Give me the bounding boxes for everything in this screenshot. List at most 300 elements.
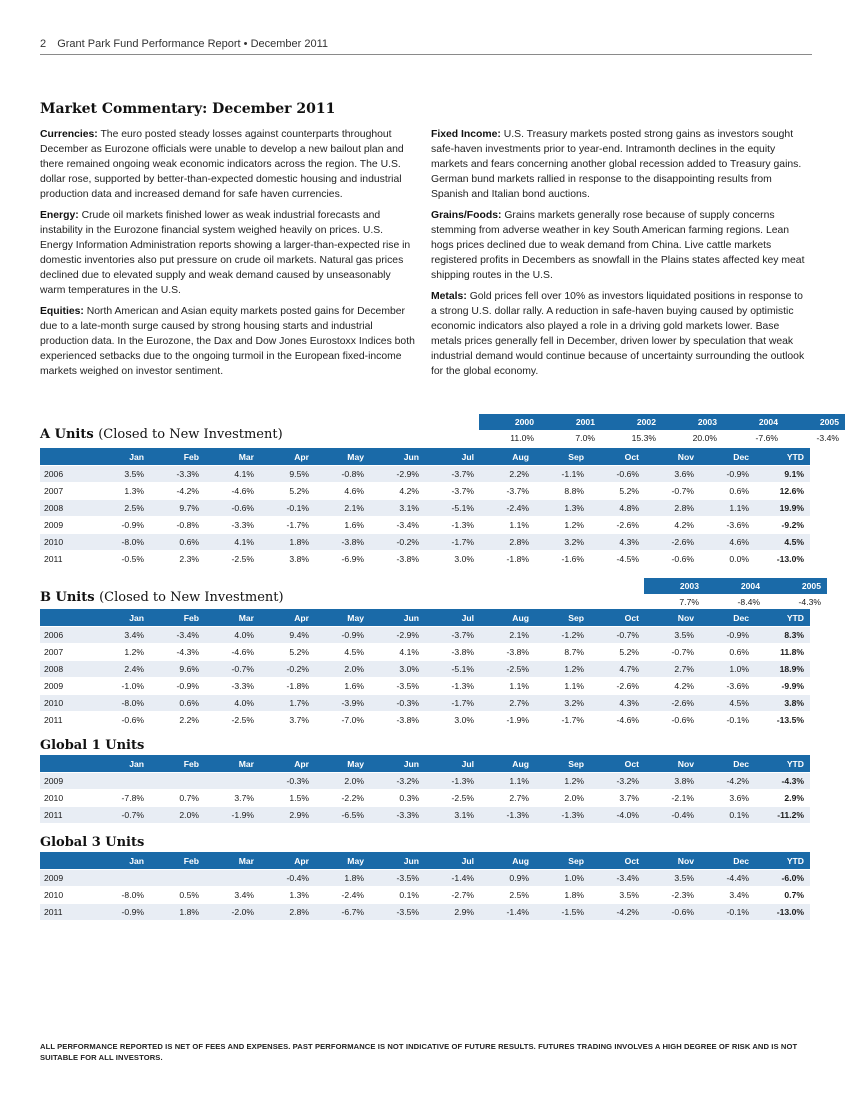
month-return-cell: 3.5% <box>645 870 700 887</box>
annual-year-header: 2005 <box>784 414 845 430</box>
month-return-cell: -3.2% <box>590 773 645 790</box>
paragraph-text: North American and Asian equity markets posted gains for December due to a late-month surge caused by strong housing starts and industrial production data. In the Eurozone, the Dax and Dow Jones Eurostoxx Indices both experienced setbacks due to the ongoing turmoil in the European fixed-income markets weighed on investor sentiment. <box>40 306 415 377</box>
month-return-cell: -1.8% <box>480 551 535 568</box>
month-return-cell <box>95 773 150 790</box>
table-row <box>40 661 810 678</box>
table-row <box>40 534 810 551</box>
commentary-left-column <box>40 127 418 385</box>
month-return-cell: -0.7% <box>645 483 700 500</box>
month-return-cell: 4.3% <box>590 534 645 551</box>
ytd-cell: 18.9% <box>755 661 810 678</box>
year-cell: 2011 <box>40 712 95 729</box>
month-return-cell: -1.9% <box>205 807 260 824</box>
ytd-cell: -4.3% <box>755 773 810 790</box>
b-units-table <box>40 609 810 729</box>
month-header: Feb <box>150 609 205 627</box>
paragraph-text: Gold prices fell over 10% as investors liquidated positions in response to a strong U.S. dollar rally. A reduction in safe-haven buying caused by optimistic economic indicators also played a role in a driving gold markets lower. Base metals prices generally fell in December, driven lower by speculation that weak industrial demand would continue because of uncertainty surrounding the outlook for the global economy. <box>431 291 805 377</box>
month-return-cell: 0.6% <box>150 534 205 551</box>
year-cell: 2010 <box>40 887 95 904</box>
month-header: Mar <box>205 852 260 870</box>
month-return-cell: 1.5% <box>260 790 315 807</box>
month-return-cell: -1.3% <box>425 517 480 534</box>
month-return-cell: -3.8% <box>370 551 425 568</box>
month-header-row <box>40 755 810 773</box>
global1-title: Global 1 Units <box>40 738 145 753</box>
month-return-cell: -3.8% <box>480 644 535 661</box>
a-units-table <box>40 448 810 568</box>
table-row <box>40 712 810 729</box>
annual-value: 20.0% <box>692 432 717 443</box>
month-return-cell: -1.3% <box>425 678 480 695</box>
month-header: May <box>315 852 370 870</box>
month-return-cell: -1.2% <box>535 627 590 644</box>
section-title-paren: (Closed to New Investment) <box>98 427 283 442</box>
annual-value: -7.6% <box>755 432 778 443</box>
month-return-cell: 1.8% <box>260 534 315 551</box>
month-return-cell: -0.3% <box>370 695 425 712</box>
month-return-cell: 3.7% <box>590 790 645 807</box>
month-return-cell: 2.1% <box>480 627 535 644</box>
month-return-cell: -0.9% <box>700 466 755 483</box>
month-header: Dec <box>700 448 755 466</box>
month-return-cell: 1.1% <box>480 517 535 534</box>
month-return-cell: -0.9% <box>95 517 150 534</box>
paragraph-label: Metals: <box>431 291 467 302</box>
commentary-paragraph <box>40 304 418 379</box>
month-header: Aug <box>480 609 535 627</box>
year-cell: 2009 <box>40 678 95 695</box>
month-return-cell: -0.6% <box>645 904 700 921</box>
ytd-cell: 11.8% <box>755 644 810 661</box>
month-return-cell: 4.0% <box>205 695 260 712</box>
month-return-cell: 1.0% <box>700 661 755 678</box>
month-header: Mar <box>205 755 260 773</box>
month-return-cell: -3.9% <box>315 695 370 712</box>
month-return-cell: 9.5% <box>260 466 315 483</box>
month-return-cell: 0.3% <box>370 790 425 807</box>
month-header: Dec <box>700 609 755 627</box>
month-return-cell: 0.0% <box>700 551 755 568</box>
month-return-cell <box>150 773 205 790</box>
disclaimer-footer: ALL PERFORMANCE REPORTED IS NET OF FEES AND EXPENSES. PAST PERFORMANCE IS NOT INDICATIVE OF FUTURE RESULTS. FUTURES TRADING INVOLVES A HIGH DEGREE OF RISK AND IS NOT SUITABLE FOR ALL INVESTORS. <box>40 1042 798 1062</box>
month-return-cell: 2.0% <box>315 661 370 678</box>
b-units-annual-table <box>644 578 827 609</box>
commentary-paragraph <box>40 127 418 202</box>
month-header <box>40 448 95 466</box>
commentary-right-column <box>431 127 809 385</box>
month-return-cell: 4.5% <box>700 695 755 712</box>
month-header: Nov <box>645 448 700 466</box>
month-return-cell: 0.9% <box>480 870 535 887</box>
month-header: Jun <box>370 448 425 466</box>
commentary-paragraph <box>431 127 809 202</box>
month-return-cell: -2.9% <box>370 627 425 644</box>
month-return-cell: 2.7% <box>645 661 700 678</box>
month-header: Oct <box>590 448 645 466</box>
month-return-cell: -4.2% <box>590 904 645 921</box>
month-return-cell: 4.1% <box>205 534 260 551</box>
month-return-cell: 3.4% <box>205 887 260 904</box>
month-return-cell: -2.4% <box>315 887 370 904</box>
month-return-cell: 3.7% <box>260 712 315 729</box>
month-return-cell: 2.8% <box>480 534 535 551</box>
year-cell: 2006 <box>40 627 95 644</box>
month-return-cell: 2.0% <box>315 773 370 790</box>
page-header <box>40 38 812 55</box>
month-header: Sep <box>535 755 590 773</box>
month-header <box>40 852 95 870</box>
annual-year-header: 2004 <box>723 414 784 430</box>
month-header: YTD <box>755 755 810 773</box>
month-return-cell: 1.1% <box>480 773 535 790</box>
month-return-cell: -0.5% <box>95 551 150 568</box>
month-return-cell: -3.4% <box>590 870 645 887</box>
a-units-title <box>40 427 283 442</box>
table-row <box>40 517 810 534</box>
month-return-cell: 3.0% <box>425 551 480 568</box>
month-return-cell: 1.8% <box>150 904 205 921</box>
month-return-cell: 4.2% <box>645 517 700 534</box>
year-cell: 2010 <box>40 695 95 712</box>
month-return-cell: -4.2% <box>150 483 205 500</box>
ytd-cell: 9.1% <box>755 466 810 483</box>
month-return-cell: -0.9% <box>95 904 150 921</box>
month-return-cell: -3.5% <box>370 904 425 921</box>
month-return-cell: -4.6% <box>205 644 260 661</box>
paragraph-text: Grains markets generally rose because of supply concerns stemming from adverse weather in key South American farming regions. Lean hogs prices declined due to weak demand from China. Live cattle markets registered profits in Decembers as snowfall in the Plains states affected key meat shipping routes in the U.S. <box>431 210 805 281</box>
month-return-cell: 2.2% <box>150 712 205 729</box>
month-return-cell: -2.6% <box>590 517 645 534</box>
month-return-cell: 9.6% <box>150 661 205 678</box>
month-return-cell: 4.2% <box>645 678 700 695</box>
month-return-cell: -2.6% <box>645 534 700 551</box>
year-cell: 2009 <box>40 773 95 790</box>
ytd-cell: -13.5% <box>755 712 810 729</box>
month-return-cell: 0.1% <box>700 807 755 824</box>
year-cell: 2008 <box>40 661 95 678</box>
month-return-cell: -2.5% <box>205 712 260 729</box>
month-header: Mar <box>205 609 260 627</box>
month-return-cell: -1.1% <box>535 466 590 483</box>
month-header: Dec <box>700 852 755 870</box>
month-header: May <box>315 448 370 466</box>
month-return-cell: 1.2% <box>535 661 590 678</box>
month-header: Oct <box>590 755 645 773</box>
paragraph-label: Grains/Foods: <box>431 210 502 221</box>
month-return-cell: -1.3% <box>480 807 535 824</box>
month-return-cell: -3.3% <box>205 517 260 534</box>
month-header: Jan <box>95 609 150 627</box>
month-return-cell: -4.6% <box>590 712 645 729</box>
month-return-cell: 0.1% <box>370 887 425 904</box>
month-return-cell: 3.4% <box>95 627 150 644</box>
month-return-cell: 3.2% <box>535 695 590 712</box>
month-return-cell: -0.7% <box>95 807 150 824</box>
paragraph-label: Energy: <box>40 210 79 221</box>
month-return-cell: -3.7% <box>425 483 480 500</box>
global1-table <box>40 755 810 824</box>
month-return-cell: 2.0% <box>535 790 590 807</box>
month-return-cell: 5.2% <box>590 644 645 661</box>
month-return-cell: 3.7% <box>205 790 260 807</box>
month-header: Jun <box>370 755 425 773</box>
month-return-cell: -0.7% <box>590 627 645 644</box>
year-cell: 2010 <box>40 790 95 807</box>
table-row <box>40 627 810 644</box>
month-return-cell: -3.3% <box>205 678 260 695</box>
month-return-cell: -1.9% <box>480 712 535 729</box>
ytd-cell: 2.9% <box>755 790 810 807</box>
month-return-cell: -0.1% <box>260 500 315 517</box>
month-return-cell: -0.1% <box>700 712 755 729</box>
month-header-row <box>40 852 810 870</box>
annual-value: -4.3% <box>798 596 821 607</box>
year-cell: 2010 <box>40 534 95 551</box>
month-return-cell <box>95 870 150 887</box>
month-return-cell: -0.8% <box>150 517 205 534</box>
month-return-cell: 2.7% <box>480 790 535 807</box>
month-return-cell: 3.1% <box>370 500 425 517</box>
month-return-cell: 1.1% <box>535 678 590 695</box>
month-return-cell: 2.8% <box>260 904 315 921</box>
month-return-cell: 1.6% <box>315 678 370 695</box>
month-return-cell: -0.3% <box>260 773 315 790</box>
global3-table <box>40 852 810 921</box>
year-cell: 2008 <box>40 500 95 517</box>
month-return-cell: -1.7% <box>260 517 315 534</box>
month-return-cell: -7.8% <box>95 790 150 807</box>
month-return-cell: 3.5% <box>590 887 645 904</box>
month-return-cell: -6.9% <box>315 551 370 568</box>
month-return-cell: -0.4% <box>260 870 315 887</box>
commentary-paragraph <box>431 289 809 379</box>
month-header: Feb <box>150 448 205 466</box>
month-return-cell: 5.2% <box>260 644 315 661</box>
month-return-cell: 2.2% <box>480 466 535 483</box>
table-row <box>40 483 810 500</box>
annual-value: 7.0% <box>575 432 595 443</box>
month-return-cell: -4.3% <box>150 644 205 661</box>
month-return-cell <box>205 773 260 790</box>
month-header-row <box>40 448 810 466</box>
header-text: Grant Park Fund Performance Report • December 2011 <box>57 38 329 50</box>
month-header: Mar <box>205 448 260 466</box>
month-return-cell: -4.6% <box>205 483 260 500</box>
month-return-cell: 1.2% <box>535 517 590 534</box>
ytd-cell: 8.3% <box>755 627 810 644</box>
month-header: Apr <box>260 448 315 466</box>
annual-year-header: 2001 <box>540 414 601 430</box>
month-return-cell: -6.7% <box>315 904 370 921</box>
month-return-cell: -2.0% <box>205 904 260 921</box>
month-return-cell: 2.7% <box>480 695 535 712</box>
month-return-cell: 5.2% <box>260 483 315 500</box>
month-return-cell: -0.6% <box>645 551 700 568</box>
month-header: Apr <box>260 852 315 870</box>
month-header: Dec <box>700 755 755 773</box>
month-return-cell: -0.6% <box>590 466 645 483</box>
month-header: Sep <box>535 852 590 870</box>
month-return-cell: 4.3% <box>590 695 645 712</box>
month-return-cell: -0.6% <box>645 712 700 729</box>
paragraph-label: Fixed Income: <box>431 129 501 140</box>
month-return-cell: 4.6% <box>700 534 755 551</box>
month-header: Apr <box>260 755 315 773</box>
month-header: YTD <box>755 609 810 627</box>
month-header: Sep <box>535 448 590 466</box>
month-return-cell: -5.1% <box>425 500 480 517</box>
paragraph-text: The euro posted steady losses against counterparts throughout December as Eurozone officials were unable to develop a new bailout plan and there remained ongoing weak economic indicators across the region. The U.S. dollar rose, supported by better-than-expected domestic housing and industrial production data and increased demand for safe haven currencies. <box>40 129 404 200</box>
month-return-cell: 5.2% <box>590 483 645 500</box>
annual-value-row <box>644 594 827 609</box>
month-return-cell: -2.2% <box>315 790 370 807</box>
month-header: Nov <box>645 609 700 627</box>
annual-year-header: 2004 <box>705 578 766 594</box>
month-return-cell: -3.2% <box>370 773 425 790</box>
month-return-cell: 4.2% <box>370 483 425 500</box>
month-header: Nov <box>645 755 700 773</box>
month-return-cell: 2.4% <box>95 661 150 678</box>
month-return-cell: -2.6% <box>645 695 700 712</box>
month-return-cell: 3.4% <box>700 887 755 904</box>
month-return-cell: -8.0% <box>95 695 150 712</box>
month-return-cell: 4.1% <box>205 466 260 483</box>
month-header: Feb <box>150 852 205 870</box>
month-return-cell: -3.5% <box>370 678 425 695</box>
month-header: YTD <box>755 852 810 870</box>
month-return-cell: -1.0% <box>95 678 150 695</box>
month-return-cell: 4.5% <box>315 644 370 661</box>
year-cell: 2007 <box>40 483 95 500</box>
month-return-cell: 9.4% <box>260 627 315 644</box>
month-return-cell: 1.8% <box>315 870 370 887</box>
month-header: May <box>315 609 370 627</box>
month-return-cell: 1.7% <box>260 695 315 712</box>
month-return-cell: -1.8% <box>260 678 315 695</box>
annual-year-header: 2003 <box>644 578 705 594</box>
month-return-cell <box>205 870 260 887</box>
month-return-cell: 3.2% <box>535 534 590 551</box>
annual-year-header: 2000 <box>479 414 540 430</box>
month-return-cell: 0.6% <box>700 483 755 500</box>
a-units-annual-table <box>479 414 845 445</box>
global3-title: Global 3 Units <box>40 835 145 850</box>
table-row <box>40 695 810 712</box>
month-header: Jul <box>425 609 480 627</box>
table-row <box>40 644 810 661</box>
month-return-cell <box>150 870 205 887</box>
month-return-cell: 3.8% <box>645 773 700 790</box>
month-return-cell: -2.9% <box>370 466 425 483</box>
ytd-cell: 12.6% <box>755 483 810 500</box>
ytd-cell: 3.8% <box>755 695 810 712</box>
month-return-cell: -3.7% <box>480 483 535 500</box>
page-number: 2 <box>40 38 47 50</box>
month-return-cell: -2.6% <box>590 678 645 695</box>
section-title-main: A Units <box>40 427 99 442</box>
month-return-cell: 3.0% <box>425 712 480 729</box>
year-cell: 2011 <box>40 807 95 824</box>
month-return-cell: 9.7% <box>150 500 205 517</box>
month-return-cell: -7.0% <box>315 712 370 729</box>
month-return-cell: -2.5% <box>205 551 260 568</box>
month-return-cell: -3.5% <box>370 870 425 887</box>
month-return-cell: -3.7% <box>425 627 480 644</box>
month-header: Jul <box>425 448 480 466</box>
month-return-cell: 1.0% <box>535 870 590 887</box>
ytd-cell: -13.0% <box>755 551 810 568</box>
month-return-cell: -3.3% <box>150 466 205 483</box>
annual-year-header: 2002 <box>601 414 662 430</box>
table-row <box>40 870 810 887</box>
month-header: YTD <box>755 448 810 466</box>
month-return-cell: -0.9% <box>700 627 755 644</box>
month-return-cell: -3.8% <box>315 534 370 551</box>
month-return-cell: -3.4% <box>150 627 205 644</box>
annual-value: 11.0% <box>510 432 534 443</box>
month-return-cell: -3.6% <box>700 678 755 695</box>
month-return-cell: 4.6% <box>315 483 370 500</box>
month-return-cell: 2.5% <box>95 500 150 517</box>
month-return-cell: 1.1% <box>480 678 535 695</box>
month-header: Aug <box>480 755 535 773</box>
month-return-cell: 4.8% <box>590 500 645 517</box>
month-header: Jun <box>370 609 425 627</box>
month-return-cell: 3.1% <box>425 807 480 824</box>
ytd-cell: -6.0% <box>755 870 810 887</box>
ytd-cell: 19.9% <box>755 500 810 517</box>
month-header <box>40 609 95 627</box>
b-units-title <box>40 590 284 605</box>
month-return-cell: -2.3% <box>645 887 700 904</box>
annual-value: -3.4% <box>816 432 839 443</box>
year-cell: 2009 <box>40 870 95 887</box>
month-return-cell: -1.7% <box>425 534 480 551</box>
paragraph-text: Crude oil markets finished lower as weak industrial forecasts and instability in the Eurozone financial system weighed heavily on prices. U.S. Energy Information Administration reports showing a larger-than-expected rise in domestic inventories also put pressure on crude oil markets. Natural gas prices declined due to elevated supply and weak demand caused by unseasonably warm temperatures in the U.S. <box>40 210 411 296</box>
month-header: Jul <box>425 852 480 870</box>
month-return-cell: -3.6% <box>700 517 755 534</box>
month-return-cell: -8.0% <box>95 887 150 904</box>
month-return-cell: 4.0% <box>205 627 260 644</box>
month-header: Oct <box>590 852 645 870</box>
month-return-cell: 2.1% <box>315 500 370 517</box>
month-return-cell: 8.7% <box>535 644 590 661</box>
table-row <box>40 807 810 824</box>
month-return-cell: 1.6% <box>315 517 370 534</box>
month-return-cell: 3.5% <box>95 466 150 483</box>
month-return-cell: 0.5% <box>150 887 205 904</box>
ytd-cell: -13.0% <box>755 904 810 921</box>
month-return-cell: -4.5% <box>590 551 645 568</box>
month-return-cell: -2.7% <box>425 887 480 904</box>
annual-header-row <box>479 414 845 430</box>
month-return-cell: -1.6% <box>535 551 590 568</box>
month-return-cell: 0.6% <box>150 695 205 712</box>
ytd-cell: 0.7% <box>755 887 810 904</box>
month-header: Jan <box>95 448 150 466</box>
month-return-cell: -2.5% <box>425 790 480 807</box>
month-return-cell: 2.5% <box>480 887 535 904</box>
year-cell: 2006 <box>40 466 95 483</box>
month-header: Jul <box>425 755 480 773</box>
annual-value: 15.3% <box>631 432 656 443</box>
table-row <box>40 773 810 790</box>
commentary-paragraph <box>40 208 418 298</box>
month-return-cell: -0.2% <box>260 661 315 678</box>
annual-year-header: 2005 <box>766 578 827 594</box>
month-header: Jan <box>95 852 150 870</box>
month-return-cell: -4.2% <box>700 773 755 790</box>
